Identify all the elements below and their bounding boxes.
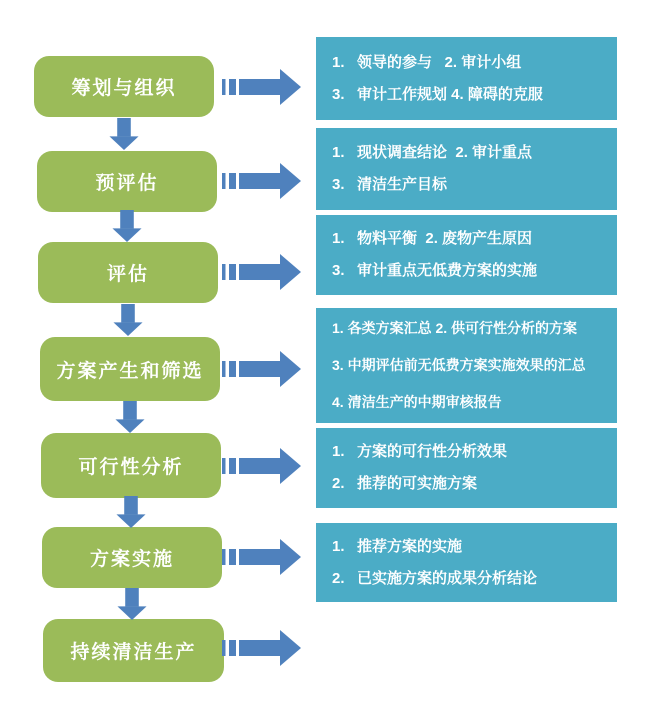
down-arrow-icon [112, 210, 142, 242]
striped-right-arrow-icon [222, 349, 302, 389]
striped-right-arrow-icon [222, 537, 302, 577]
detail-line: 1. 推荐方案的实施 [332, 537, 463, 555]
detail-line: 3. 审计工作规划 4. 障碍的克服 [332, 85, 543, 103]
detail-line: 3. 中期评估前无低费方案实施效果的汇总 [332, 357, 586, 373]
stage-implementation [42, 527, 222, 588]
stage-assessment [38, 242, 218, 303]
stage-planning-organization [34, 56, 214, 117]
detail-line: 4. 清洁生产的中期审核报告 [332, 394, 502, 410]
detail-line: 1. 现状调查结论 2. 审计重点 [332, 144, 533, 161]
striped-right-arrow-icon [222, 252, 302, 292]
detail-line: 1. 物料平衡 2. 废物产生原因 [332, 230, 533, 247]
detail-line: 3. 审计重点无低费方案的实施 [332, 262, 538, 279]
detail-box-planning-organization [316, 37, 617, 120]
stage-label: 方案产生和筛选 [56, 360, 204, 382]
detail-line: 2. 已实施方案的成果分析结论 [332, 569, 538, 587]
striped-right-arrow-icon [222, 161, 302, 201]
stage-feasibility-analysis [41, 433, 221, 498]
down-arrow-icon [116, 496, 146, 528]
down-arrow-icon [109, 118, 139, 150]
down-arrow-icon [117, 588, 147, 620]
detail-box-option-generation-screening [316, 308, 617, 423]
detail-line: 1. 方案的可行性分析效果 [332, 443, 508, 460]
detail-box-feasibility-analysis [316, 428, 617, 508]
detail-line: 3. 清洁生产目标 [332, 176, 448, 193]
detail-box-assessment [316, 215, 617, 295]
detail-box-pre-assessment [316, 128, 617, 210]
striped-right-arrow-icon [222, 446, 302, 486]
detail-line: 1. 各类方案汇总 2. 供可行性分析的方案 [332, 320, 578, 336]
stage-label: 可行性分析 [78, 457, 184, 478]
stage-label: 持续清洁生产 [70, 642, 197, 663]
stage-pre-assessment [37, 151, 217, 212]
down-arrow-icon [115, 401, 145, 433]
stage-label: 预评估 [95, 173, 159, 194]
stage-option-generation-screening [40, 337, 220, 401]
detail-box-implementation [316, 523, 617, 602]
striped-right-arrow-icon [222, 628, 302, 668]
stage-label: 评估 [106, 264, 149, 285]
detail-line: 2. 推荐的可实施方案 [332, 475, 478, 492]
down-arrow-icon [113, 304, 143, 336]
stage-continuous-cleaner-production [43, 619, 224, 682]
detail-line: 1. 领导的参与 2. 审计小组 [332, 53, 522, 71]
stage-label: 方案实施 [89, 549, 174, 570]
striped-right-arrow-icon [222, 67, 302, 107]
stage-label: 筹划与组织 [71, 78, 177, 99]
